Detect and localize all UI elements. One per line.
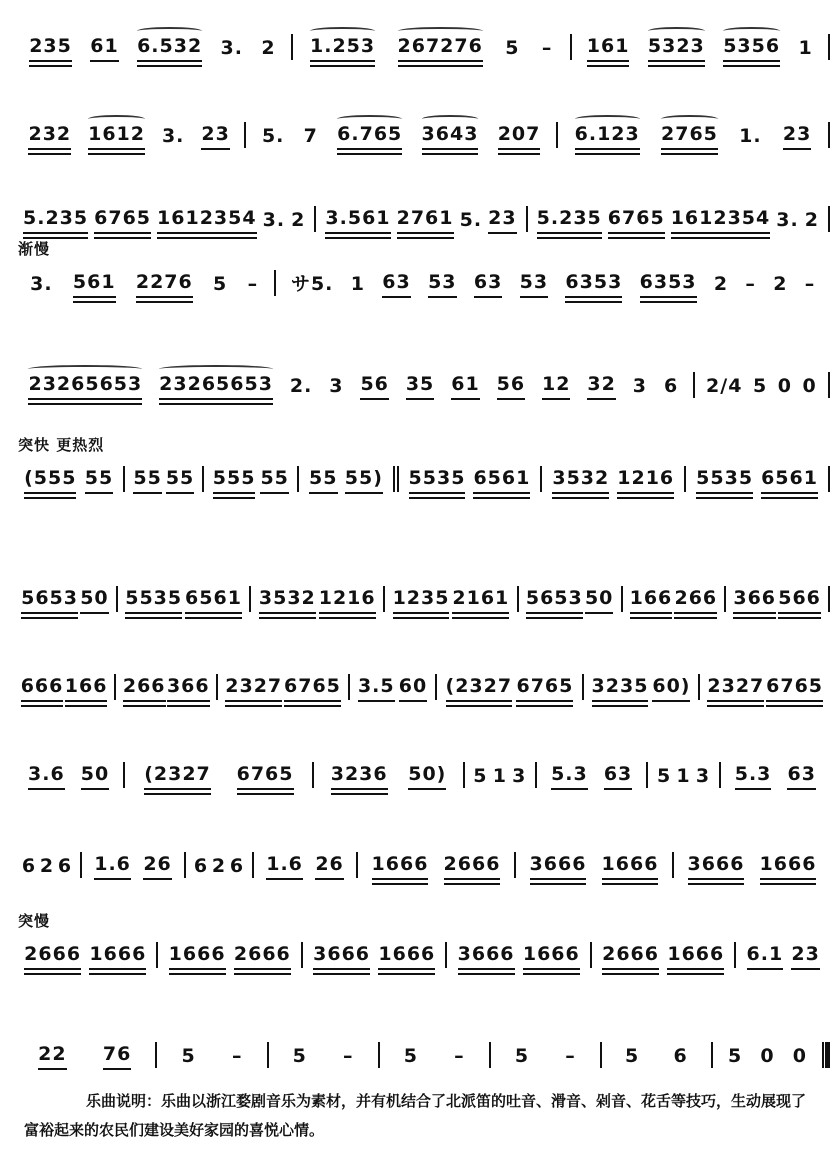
note-group: 6 [229, 855, 245, 877]
note-group: 566 [778, 587, 821, 614]
measure [380, 1040, 489, 1070]
note-group: 5535 [125, 587, 182, 614]
note-group: 232 [28, 123, 71, 150]
note-group: 2161 [452, 587, 509, 614]
note-group: 161 [587, 35, 630, 62]
note-group: 3236 [331, 763, 388, 790]
note-group: 3.561 [325, 207, 390, 234]
note-group: 2 [713, 273, 729, 295]
note-group: 63 [382, 271, 410, 298]
note-group: 5535 [696, 467, 753, 494]
measure [592, 940, 734, 970]
note-group: 5 [656, 765, 672, 787]
note-group: 2. [289, 375, 313, 397]
note-group: 3. [262, 209, 286, 231]
note-group: 266 [674, 587, 717, 614]
note-group: 0 [777, 375, 792, 397]
note-group: 50 [80, 587, 108, 614]
note-group: 26 [143, 853, 171, 880]
note-group: 6 [57, 855, 73, 877]
note-group: (555 [24, 467, 76, 494]
note-group: – [247, 273, 259, 295]
note-group: 207 [498, 123, 541, 150]
measure [721, 760, 830, 790]
measure [14, 464, 123, 494]
note-group: 2666 [24, 943, 81, 970]
note-group: 6561 [761, 467, 818, 494]
note-group: 5653 [21, 587, 78, 614]
note-group: 555 [213, 467, 256, 494]
note-group: 5 [727, 1045, 743, 1067]
measure [350, 672, 435, 702]
staff-line [14, 760, 830, 790]
note-group: 63 [604, 763, 632, 790]
note-group: 23265653 [159, 371, 273, 400]
note-group: 2/4 [706, 375, 743, 397]
note-group: 2666 [234, 943, 291, 970]
note-group: 61 [90, 35, 118, 62]
measure [14, 1040, 155, 1070]
note-group: 5.3 [735, 763, 772, 790]
note-group: 0 [802, 375, 817, 397]
measure [14, 850, 80, 880]
note-group: 3666 [688, 853, 745, 880]
measure [491, 1040, 600, 1070]
measure [542, 464, 684, 494]
note-group: 1612354 [157, 207, 257, 234]
note-group: 6765 [237, 763, 294, 790]
measure [14, 204, 314, 234]
measure [303, 940, 445, 970]
note-group: 1 [350, 273, 365, 295]
measure [246, 120, 556, 150]
staff-line [14, 204, 830, 234]
note-group: 2765 [661, 121, 718, 150]
note-group: 60) [652, 675, 690, 702]
score-system [0, 8, 840, 108]
barline [828, 466, 830, 492]
score-system [0, 240, 840, 344]
note-group: 5.235 [537, 207, 602, 234]
staff-line [14, 940, 830, 970]
note-group: 3. [30, 273, 53, 295]
note-group: 1666 [169, 943, 226, 970]
note-group: 6.765 [337, 121, 402, 150]
staff-line [14, 32, 830, 62]
note-group: 6561 [185, 587, 242, 614]
note-group: 5.235 [23, 207, 88, 234]
note-group: 55 [260, 467, 288, 494]
note-group: 1612354 [671, 207, 771, 234]
note-group: 50 [81, 763, 109, 790]
note-group: 266 [123, 675, 166, 702]
note-group: 5 [752, 375, 768, 397]
measure [584, 672, 699, 702]
note-group: 3 [632, 375, 648, 397]
measure [558, 120, 828, 150]
note-group: 61 [451, 373, 479, 400]
note-group: 3 [695, 765, 711, 787]
note-group: 26 [315, 853, 343, 880]
note-group: 1 [492, 765, 507, 787]
measure [358, 850, 514, 880]
barline [828, 372, 830, 398]
measure [204, 464, 297, 494]
note-group: 5 [624, 1045, 640, 1067]
measure [572, 32, 828, 62]
measure [713, 1040, 822, 1070]
note-group: 60 [399, 675, 427, 702]
measure [14, 672, 114, 702]
note-group: 3.6 [28, 763, 65, 790]
barline [828, 586, 830, 612]
score-system [0, 826, 840, 926]
note-group: 23 [488, 207, 516, 234]
note-group: 6.123 [575, 121, 640, 150]
staff-line [14, 120, 830, 150]
note-group: (2327 [446, 675, 513, 702]
note-group: 2 [261, 37, 276, 59]
measure [686, 464, 828, 494]
measure [519, 584, 621, 614]
measure [276, 268, 830, 298]
note-group: 53 [428, 271, 456, 298]
note-group: 6.1 [747, 943, 784, 970]
note-group: 366 [167, 675, 210, 702]
note-group: 3235 [592, 675, 649, 702]
note-group: – [343, 1045, 354, 1067]
note-group: 1612 [88, 121, 145, 150]
note-group: 1666 [378, 943, 435, 970]
note-group: 6353 [565, 271, 622, 298]
measure [399, 464, 541, 494]
note-group: 5535 [409, 467, 466, 494]
note-group: 6.532 [137, 33, 202, 62]
score-system [0, 912, 840, 1016]
note-group: 5 [473, 765, 488, 787]
measure [251, 584, 383, 614]
note-group: 3643 [422, 121, 479, 150]
note-group: 1666 [667, 943, 724, 970]
note-group: 2666 [602, 943, 659, 970]
note-group: 561 [73, 271, 116, 298]
note-group: 6765 [516, 675, 573, 702]
note-group: – [745, 273, 756, 295]
note-group: 55) [345, 467, 383, 494]
measure [648, 760, 718, 790]
measure [695, 370, 828, 400]
note-group: 166 [630, 587, 673, 614]
note-group: 55 [309, 467, 337, 494]
note-group: 3532 [552, 467, 609, 494]
note-group: 366 [733, 587, 776, 614]
note-group: 5.3 [551, 763, 588, 790]
note-group: 2276 [136, 271, 193, 298]
note-group: 5 [292, 1045, 307, 1067]
measure [269, 1040, 378, 1070]
note-group: 6 [193, 855, 209, 877]
staff-line [14, 370, 830, 400]
measure [14, 940, 156, 970]
note-group: 6561 [473, 467, 530, 494]
note-group: 5. [459, 209, 483, 231]
measure [14, 760, 123, 790]
measure [674, 850, 830, 880]
score-system [0, 560, 840, 660]
barline [828, 122, 830, 148]
note-group: 2666 [444, 853, 501, 880]
note-group: 166 [65, 675, 108, 702]
tempo-annotation: 渐慢 [18, 240, 51, 258]
measure [736, 940, 830, 970]
note-group: 1666 [372, 853, 429, 880]
measure [125, 760, 312, 790]
note-group: 3 [329, 375, 344, 397]
note-group: 5 [505, 37, 520, 59]
staff-line [14, 672, 830, 702]
note-group: 0 [760, 1045, 775, 1067]
note-group: 6765 [94, 207, 151, 234]
note-group: 6 [663, 375, 679, 397]
note-group: – [454, 1045, 465, 1067]
note-group: 6765 [284, 675, 341, 702]
note-group: 1.6 [94, 853, 131, 880]
measure [293, 32, 570, 62]
note-group: 35 [406, 373, 434, 400]
note-group: 1666 [760, 853, 817, 880]
note-group: 5 [403, 1045, 418, 1067]
measure [14, 268, 274, 298]
staff-line [14, 268, 830, 298]
measure [447, 940, 589, 970]
note-group: 55 [85, 467, 113, 494]
note-group: 22 [38, 1043, 66, 1070]
measure [316, 204, 525, 234]
measure [314, 760, 462, 790]
measure [528, 204, 828, 234]
note-group: 6765 [766, 675, 823, 702]
measure [118, 584, 250, 614]
note-group: 50 [585, 587, 613, 614]
note-group: 3532 [259, 587, 316, 614]
note-group: 2 [211, 855, 227, 877]
note-group: 5653 [526, 587, 583, 614]
measure [116, 672, 216, 702]
note-group: 23 [783, 123, 811, 150]
score-system [0, 736, 840, 836]
note-group: – [541, 37, 553, 59]
note-group: 2 [39, 855, 55, 877]
note-group: 1.253 [310, 33, 375, 62]
note-group: 2761 [397, 207, 454, 234]
note-group: 666 [21, 675, 64, 702]
measure [158, 940, 300, 970]
note-group: 3666 [530, 853, 587, 880]
note-group: 63 [474, 271, 502, 298]
note-group: 12 [542, 373, 570, 400]
note-group: サ5. [290, 273, 334, 295]
note-group: 3. [161, 125, 185, 147]
note-group: 5 [213, 273, 228, 295]
note-group: 56 [360, 373, 388, 400]
note-group: 5356 [723, 33, 780, 62]
note-group: 55 [133, 467, 161, 494]
measure [700, 672, 830, 702]
note-group: 6353 [640, 271, 697, 298]
tempo-annotation: 突快 更热烈 [18, 436, 105, 454]
note-group: 1 [798, 37, 813, 59]
note-group: 1 [676, 765, 691, 787]
note-group: 76 [103, 1043, 131, 1070]
piece-description [0, 1087, 840, 1145]
note-group: 1216 [617, 467, 674, 494]
staff-line [14, 584, 830, 614]
note-group: 5. [261, 125, 285, 147]
measure [254, 850, 356, 880]
measure [437, 672, 581, 702]
note-group: 3.5 [358, 675, 395, 702]
note-group: 63 [787, 763, 815, 790]
tempo-annotation: 突慢 [18, 912, 51, 930]
measure [299, 464, 392, 494]
measure [14, 584, 116, 614]
note-group: – [231, 1045, 243, 1067]
note-group: 56 [497, 373, 525, 400]
measure [726, 584, 828, 614]
note-group: 6 [21, 855, 37, 877]
note-group: 55 [166, 467, 194, 494]
measure [14, 120, 244, 150]
note-group: 2327 [707, 675, 764, 702]
note-group: 23 [791, 943, 819, 970]
note-group: 1666 [89, 943, 146, 970]
note-group: 2 [804, 209, 819, 231]
note-group: – [804, 273, 816, 295]
staff-line [14, 464, 830, 494]
note-group: 5 [181, 1045, 196, 1067]
note-group: 1666 [602, 853, 659, 880]
score-system [0, 346, 840, 446]
note-group: 32 [587, 373, 615, 400]
note-group: 3. [220, 37, 243, 59]
note-group: 1216 [319, 587, 376, 614]
measure [465, 760, 535, 790]
note-group: (2327 [144, 763, 211, 790]
note-group: 23 [201, 123, 229, 150]
measure [14, 32, 291, 62]
description-text: 乐曲以浙江婺剧音乐为素材，并有机结合了北派笛的吐音、滑音、剁音、花舌等技巧，生动展现了富裕起来的农民们建设美好家园的喜悦心情。 [24, 1092, 807, 1139]
note-group: 1.6 [266, 853, 303, 880]
note-group: 6 [673, 1045, 688, 1067]
note-group: 1. [739, 125, 762, 147]
measure [157, 1040, 266, 1070]
note-group: 23265653 [28, 371, 142, 400]
note-group: 7 [303, 125, 318, 147]
barline [828, 206, 830, 232]
note-group: 5323 [648, 33, 705, 62]
note-group: 2 [291, 209, 306, 231]
measure [602, 1040, 711, 1070]
measure [385, 584, 517, 614]
note-group: 3 [512, 765, 527, 787]
measure [623, 584, 725, 614]
note-group: 50) [408, 763, 446, 790]
note-group: 0 [792, 1045, 807, 1067]
note-group: 5 [514, 1045, 530, 1067]
barline [828, 34, 830, 60]
note-group: 3666 [458, 943, 515, 970]
measure [82, 850, 184, 880]
note-group: 3666 [313, 943, 370, 970]
note-group: – [565, 1045, 576, 1067]
note-group: 1235 [393, 587, 450, 614]
note-group: 2327 [225, 675, 282, 702]
measure [516, 850, 672, 880]
final-barline [822, 1042, 830, 1068]
score-system [0, 648, 840, 748]
note-group: 267276 [398, 33, 483, 62]
note-group: 1666 [523, 943, 580, 970]
measure [537, 760, 646, 790]
measure [186, 850, 252, 880]
note-group: 235 [29, 35, 72, 62]
staff-line [14, 1040, 830, 1070]
score-system [0, 436, 840, 540]
measure [125, 464, 202, 494]
note-group: 53 [520, 271, 548, 298]
note-group: 6765 [608, 207, 665, 234]
note-group: 2 [773, 273, 788, 295]
note-group: 3. [776, 209, 799, 231]
measure [218, 672, 348, 702]
description-label: 乐曲说明： [86, 1092, 162, 1110]
staff-line [14, 850, 830, 880]
measure [14, 370, 693, 400]
